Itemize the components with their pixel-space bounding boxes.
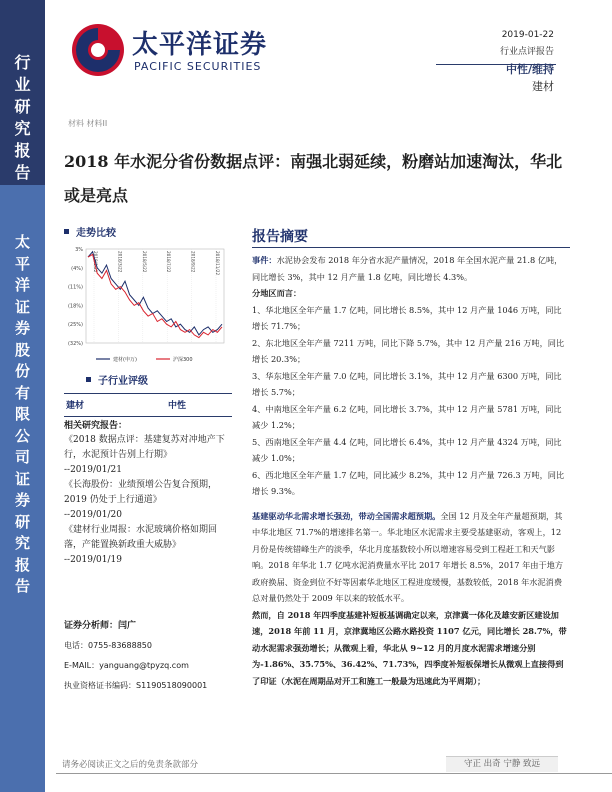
breadcrumb: 材料 材料II [68,119,108,128]
x-tick-label: 2018/3/22 [117,251,123,273]
y-tick-label: (18%) [67,303,83,310]
footer-motto: 守正 出奇 宁静 致远 [446,756,558,772]
analyst-info [64,616,234,696]
summary-heading: 报告摘要 [252,229,308,245]
sidebar-company-name: 太 平 洋 证 券 股 份 有 限 公 司 证 券 研 究 报 告 [14,233,30,595]
related-heading: 相关研究报告： [64,421,128,431]
y-tick-label: (32%) [67,341,83,347]
sub-rating-heading: 子行业评级 [64,372,232,387]
x-tick-label: 2018/1/22 [93,251,98,273]
region-heading: 分地区而言： [252,288,302,298]
related-item[interactable]: 《2018 数据点评：基建复苏对冲地产下行，水泥预计告别上行期》 [64,435,225,460]
report-type: 行业点评报告 [499,47,554,57]
report-industry: 建材 [532,80,554,93]
y-tick-label: 3% [75,247,83,253]
brand-name-en: PACIFIC SECURITIES [134,60,262,73]
related-date: --2019/01/20 [64,510,122,520]
related-reports [64,418,234,568]
report-rating: 中性/维持 [505,63,554,76]
page-title: 2018 年水泥分省份数据点评：南强北弱延续，粉磨站加速淘汰，华北或是亮点 [64,152,563,205]
sub-rating-section [64,372,232,417]
region-item: 6、西北地区全年产量 1.7 亿吨，同比减少 8.2%，其中 12 月产量 726.3 万吨，同比增长 9.3%。 [252,469,565,496]
related-item[interactable]: 《长海股份：业绩预增公告复合预期，2019 仍处于上行通道》 [64,480,218,505]
region-item: 1、华北地区全年产量 1.7 亿吨，同比增长 8.5%，其中 12 月产量 1046 万吨，同比增长 71.7%； [252,304,562,331]
event-paragraph: 事件：水泥协会发布 2018 年分省水泥产量情况，2018 年全国水泥产量 21.8 亿吨，同比增长 3%，其中 12 月产量 1.8 亿吨，同比增长 4.3%。 [252,255,563,282]
y-tick-label: (25%) [67,322,83,329]
analyst-phone: 电话：0755-83688850 [64,641,152,650]
sidebar [0,0,45,792]
bullet-square-icon [86,377,91,382]
region-item: 2、东北地区全年产量 7211 万吨，同比下降 5.7%，其中 12 月产量 216 万吨，同比增长 20.3%； [252,337,565,364]
brand-logo [70,20,300,80]
legend-label-0: 建材(申万) [113,357,137,363]
x-tick-label: 2018/5/22 [141,251,147,273]
sub-rating-row [64,393,232,417]
x-tick-label: 2018/7/22 [166,251,172,273]
analyst-email[interactable]: E-MAIL：yanguang@tpyzq.com [64,661,189,670]
summary-divider [252,247,570,248]
trend-heading: 走势比较 [64,224,232,239]
sidebar-report-type: 行 业 研 究 报 告 [14,53,31,182]
bullet-square-icon [64,229,69,234]
analyst-heading: 证券分析师：闫广 [64,621,137,631]
series-line-1 [88,254,222,337]
analyst-cert: 执业资格证书编码：S1190518090001 [64,681,208,690]
region-item: 5、西南地区全年产量 4.4 亿吨，同比增长 6.4%，其中 12 月产量 4324 万吨，同比减少 1.0%； [252,436,562,463]
related-date: --2019/01/19 [64,555,122,565]
y-tick-label: (11%) [67,284,83,291]
footer-disclaimer: 请务必阅读正文之后的免责条款部分 [62,760,199,770]
sub-rating-value: 中性 [168,401,187,411]
demand-paragraph: 基建驱动华北需求增长强劲，带动全国需求超预期。全国 12 月及全年产量超预期，其中华北地区 71.7%的增速排名第一。华北地区水泥需求主要受基建驱动，客观上，12 月份是传统错峰生产的淡季，华北月度基数较小所以增速容易受到工程赶工和天气影响。2018 年华北 1.7 亿吨水泥消费量水平比 2017 年增长 8.5%，2017 年由于地方政府换届、资金到位不好等因素华北地区工程进度缓慢，基数较低，2018 年水泥消费总对量仍然处于 2009 年以来的较低水平。 [252,510,564,603]
y-tick-label: (4%) [71,265,83,272]
plot-frame [86,249,224,343]
brand-name-cn: 太平洋证券 [132,30,268,60]
legend-label-1: 沪深300 [173,357,193,363]
region-item: 4、中南地区全年产量 6.2 亿吨，同比增长 3.7%，其中 12 月产量 5781 万吨，同比减少 1.2%； [252,403,562,430]
related-item[interactable]: 《建材行业周报：水泥玻璃价格如期回落，产能置换新政重大威胁》 [64,525,218,550]
footer-divider [56,773,612,774]
logo-mark-icon [70,22,126,78]
report-meta [500,27,554,95]
sub-rating-industry: 建材 [66,401,85,411]
report-date: 2019-01-22 [501,30,554,40]
related-date: --2019/01/21 [64,465,122,475]
meta-divider [436,64,556,65]
series-line-0 [88,252,222,335]
summary-body [252,252,568,689]
x-tick-label: 2018/9/22 [190,251,196,273]
region-item: 3、华东地区全年产量 7.0 亿吨，同比增长 3.1%，其中 12 月产量 6300 万吨，同比增长 5.7%； [252,370,562,397]
trend-chart [64,243,232,373]
trend-section [64,224,232,373]
x-tick-label: 2018/11/22 [215,251,220,276]
infrastructure-paragraph: 然而，自 2018 年四季度基建补短板基调确定以来，京津冀一体化及雄安新区建设加速，2018 年前 11 月，京津冀地区公路水路投资 1107 亿元，同比增长 28.7%，带动水泥需求强劲增长；从微观上看，华北从 9~12 月的月度水泥需求增速分别为-1.86%、35.75%、36.42%、71.73%，四季度补短板保增长从微观上直接得到了印证（水泥在周期品对开工和施工一般最为迅速此为平周期）； [252,609,567,686]
summary-section [252,226,572,246]
